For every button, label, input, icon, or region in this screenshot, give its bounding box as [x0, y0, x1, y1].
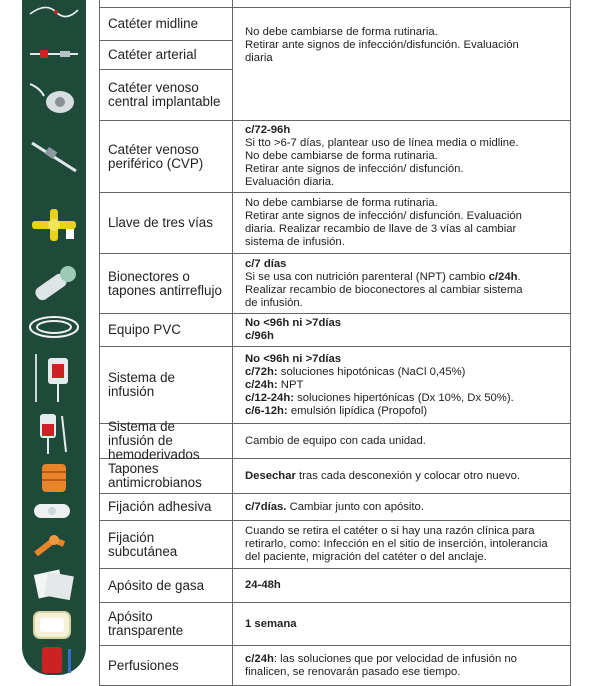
text: No debe cambiarse de forma rutinaria.: [245, 197, 438, 209]
subcutaneous-fixation-icon: [22, 528, 86, 562]
icon-sidebar: [22, 0, 86, 675]
antimicrobial-cap-icon: [22, 460, 86, 496]
row-description: [232, 603, 571, 646]
arterial-catheter-icon: [22, 40, 86, 68]
row-label: Fijación adhesiva: [99, 494, 233, 521]
text: diaria. Realizar recambio de llave de 3 vías al cambiar: [245, 223, 517, 235]
row-label: Catéter venoso periférico (CVP): [99, 121, 233, 193]
text: NPT: [277, 378, 304, 391]
row-description: [232, 494, 571, 521]
bold-text: 24-48h: [245, 579, 281, 591]
gauze-dressing-icon: [22, 566, 86, 602]
blood-bag-icon: [22, 410, 86, 456]
bold-text: c/24h:: [245, 378, 278, 391]
text: del paciente, migración del catéter o del anclaje.: [245, 551, 487, 563]
row-description: [232, 569, 571, 603]
text: No debe cambiarse de forma rutinaria.: [245, 150, 438, 162]
desc-line: [245, 223, 558, 236]
bold-text: c/72h:: [245, 365, 278, 378]
desc-line: [245, 137, 558, 150]
catheter-tube-icon: [22, 0, 86, 22]
implantable-port-icon: [22, 78, 86, 118]
infusion-system-icon: [22, 352, 86, 404]
bold-text: c/72-96h: [245, 124, 291, 136]
row-description: [232, 193, 571, 254]
row-description: [232, 521, 571, 569]
row-label: Catéter midline: [99, 8, 233, 41]
text: diaria: [245, 52, 273, 64]
row-label: Fijación subcutánea: [99, 521, 233, 569]
peripheral-catheter-icon: [22, 135, 86, 177]
bold-text: c/24h: [488, 270, 518, 283]
bold-text: c/24h: [245, 652, 274, 665]
bold-text: No <96h ni >7días: [245, 317, 342, 329]
pvc-tubing-icon: [22, 312, 86, 342]
bold-text: c/96h: [245, 330, 274, 342]
desc-line: [245, 405, 558, 418]
desc-line: [245, 470, 558, 483]
text: No debe cambiarse de forma rutinaria.: [245, 26, 438, 38]
row-label: Sistema de infusión de hemoderivados: [99, 424, 233, 459]
desc-line: [245, 236, 558, 249]
text: soluciones hipertónicas (Dx 10%, Dx 50%).: [293, 391, 514, 404]
text: soluciones hipotónicas (NaCl 0,45%): [277, 365, 466, 378]
row-description: [232, 314, 571, 347]
desc-line: [245, 579, 558, 592]
text: Cuando se retira el catéter o si hay una razón clínica para: [245, 525, 535, 537]
desc-line: [245, 525, 558, 538]
desc-line: [245, 284, 558, 297]
desc-line: [245, 297, 558, 310]
row-label: Perfusiones: [99, 646, 233, 686]
desc-line: [245, 271, 558, 284]
desc-line: [245, 317, 558, 330]
desc-line: [245, 124, 558, 137]
bold-text: c/6-12h:: [245, 404, 288, 417]
bold-text: 1 semana: [245, 617, 297, 630]
desc-line: [245, 150, 558, 163]
text: sistema de infusión.: [245, 236, 345, 248]
desc-line: [245, 330, 558, 343]
row-label: Llave de tres vías: [99, 193, 233, 254]
text: Si se usa con nutrición parenteral (NPT) cambio: [245, 270, 489, 283]
desc-line: [245, 501, 558, 514]
row-label: Bionectores o tapones antirreflujo: [99, 254, 233, 314]
text: de infusión.: [245, 296, 303, 309]
row-description: [232, 646, 571, 686]
desc-line: [245, 653, 558, 666]
bioconnector-icon: [22, 262, 86, 306]
row-label: Tapones antimicrobianos: [99, 459, 233, 494]
row-label: Equipo PVC: [99, 314, 233, 347]
desc-line: [245, 163, 558, 176]
infusion-bag-icon: [22, 645, 86, 675]
bold-text: Desechar: [245, 469, 296, 482]
catheter-maintenance-table: [99, 0, 571, 678]
text: Retirar ante signos de infección/disfunción. Evaluación: [245, 39, 519, 51]
row-description: [232, 121, 571, 193]
text: Cambio de equipo con cada unidad.: [245, 434, 426, 447]
merged-description: [232, 0, 571, 121]
row-label: Catéter venoso central implantable: [99, 70, 233, 121]
text: .: [517, 270, 521, 283]
text: Realizar recambio de bioconectores al cambiar sistema: [245, 283, 523, 296]
desc-line: [245, 392, 558, 405]
three-way-stopcock-icon: [22, 205, 86, 245]
text: Retirar ante signos de infección/ disfunción.: [245, 163, 464, 175]
transparent-dressing-icon: [22, 608, 86, 642]
row-label: Apósito de gasa: [99, 569, 233, 603]
bold-text: c/7 días: [245, 257, 287, 270]
row-label: Apósito transparente: [99, 603, 233, 646]
row-description: [232, 459, 571, 494]
text: emulsión lipídica (Propofol): [287, 404, 428, 417]
text: Cambiar junto con apósito.: [286, 500, 424, 513]
desc-line: [245, 538, 558, 551]
text: finalicen, se renovarán pasado ese tiempo.: [245, 665, 461, 678]
row-label: [99, 0, 233, 8]
bold-text: No <96h ni >7días: [245, 352, 342, 365]
desc-line: [245, 618, 558, 631]
desc-line: [245, 366, 558, 379]
desc-line: [245, 26, 558, 39]
row-label: Catéter arterial: [99, 41, 233, 70]
desc-line: [245, 551, 558, 564]
text: Evaluación diaria.: [245, 176, 335, 188]
desc-line: [245, 379, 558, 392]
row-label: Sistema de infusión: [99, 347, 233, 424]
desc-line: [245, 197, 558, 210]
desc-line: [245, 353, 558, 366]
text: : las soluciones que por velocidad de infusión no: [273, 652, 517, 665]
desc-line: [245, 258, 558, 271]
text: tras cada desconexión y colocar otro nuevo.: [295, 469, 521, 482]
bold-text: c/7días.: [245, 500, 287, 513]
desc-line: [245, 176, 558, 189]
text: Retirar ante signos de infección/ disfunción. Evaluación: [245, 210, 522, 222]
row-description: [232, 254, 571, 314]
desc-line: [245, 39, 558, 52]
desc-line: [245, 435, 558, 448]
desc-line: [245, 210, 558, 223]
row-description: [232, 424, 571, 459]
desc-line: [245, 52, 558, 65]
text: retirarlo, como: Infección en el sitio de inserción, intolerancia: [245, 538, 548, 550]
bold-text: c/12-24h:: [245, 391, 294, 404]
text: Si tto >6-7 días, plantear uso de línea media o midline.: [245, 137, 519, 149]
desc-line: [245, 666, 558, 679]
row-description: [232, 347, 571, 424]
adhesive-strip-icon: [22, 498, 86, 524]
